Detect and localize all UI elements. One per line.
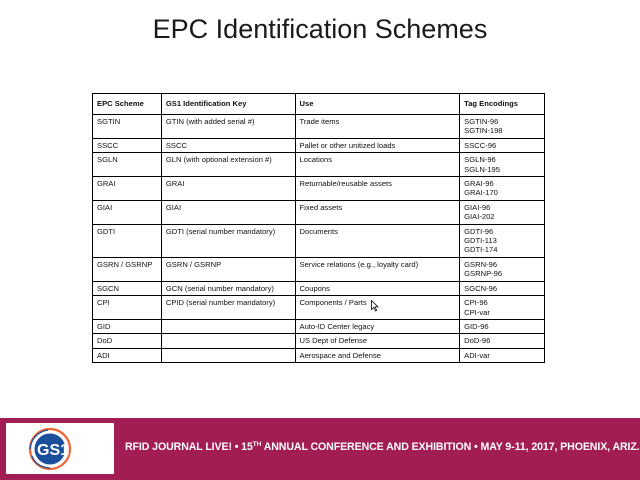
tag-encoding: GIAI-96: [464, 202, 491, 212]
cell-tag-encodings: [460, 296, 545, 320]
table-row: [93, 319, 545, 333]
table-row: [93, 224, 545, 257]
tag-encoding: GDTI-113: [464, 236, 497, 246]
cell-use: Aerospace and Defense: [295, 348, 460, 362]
cell-tag-encodings: [460, 153, 545, 177]
cell-epc-scheme: GDTI: [93, 224, 162, 257]
tag-encoding: GSRNP-96: [464, 269, 503, 279]
cell-use: Documents: [295, 224, 460, 257]
cell-epc-scheme: GRAI: [93, 177, 162, 201]
tag-encoding: SGTIN-96: [464, 117, 499, 126]
cell-epc-scheme: CPI: [93, 296, 162, 320]
event-text-sup: TH: [252, 441, 262, 448]
header-use: Use: [295, 94, 460, 115]
tag-encoding: GIAI-202: [464, 212, 495, 222]
cell-epc-scheme: GSRN / GSRNP: [93, 257, 162, 281]
cell-tag-encodings: [460, 348, 545, 362]
cell-use: Fixed assets: [295, 200, 460, 224]
epc-schemes-table: [92, 93, 545, 363]
tag-encoding: SGLN-195: [464, 164, 501, 174]
table-row: [93, 296, 545, 320]
table-row: [93, 153, 545, 177]
table-row: [93, 334, 545, 348]
tag-encoding: GRAI-170: [464, 188, 498, 198]
table-row: [93, 138, 545, 152]
header-epc-scheme: EPC Scheme: [93, 94, 162, 115]
cell-use: Locations: [295, 153, 460, 177]
cell-use: Service relations (e.g., loyalty card): [295, 257, 460, 281]
cell-gs1-key: CPID (serial number mandatory): [161, 296, 295, 320]
epc-schemes-table-container: [92, 93, 545, 363]
cell-epc-scheme: GIAI: [93, 200, 162, 224]
event-banner-text: [125, 441, 640, 453]
cell-tag-encodings: [460, 115, 545, 139]
table-row: [93, 115, 545, 139]
tag-encoding: ADI-var: [464, 350, 490, 360]
tag-encoding: SGTIN-198: [464, 126, 503, 136]
cell-epc-scheme: GID: [93, 319, 162, 333]
tag-encoding: GRAI-96: [464, 179, 494, 189]
cell-tag-encodings: [460, 334, 545, 348]
cell-gs1-key: SSCC: [161, 138, 295, 152]
table-row: [93, 348, 545, 362]
cell-tag-encodings: [460, 200, 545, 224]
cell-use: Coupons: [295, 281, 460, 295]
cell-epc-scheme: SGTIN: [93, 115, 162, 139]
header-tag-encodings: Tag Encodings: [460, 94, 545, 115]
cell-use: US Dept of Defense: [295, 334, 460, 348]
tag-encoding: CPI-96: [464, 298, 488, 308]
tag-encoding: GDTI-174: [464, 245, 498, 255]
cell-tag-encodings: [460, 224, 545, 257]
cell-epc-scheme: SGLN: [93, 153, 162, 177]
cell-epc-scheme: SGCN: [93, 281, 162, 295]
cell-gs1-key: GIAI: [161, 200, 295, 224]
cell-tag-encodings: [460, 281, 545, 295]
table-body: [93, 115, 545, 363]
tag-encoding: SGLN-96: [464, 155, 496, 165]
table-row: [93, 257, 545, 281]
cell-tag-encodings: [460, 319, 545, 333]
slide-title: EPC Identification Schemes: [152, 14, 488, 44]
cell-gs1-key: GCN (serial number mandatory): [161, 281, 295, 295]
tag-encoding: DoD-96: [464, 336, 491, 346]
gs1-logo-text: GS1: [37, 442, 70, 459]
cell-epc-scheme: SSCC: [93, 138, 162, 152]
cell-use: Trade items: [295, 115, 460, 139]
tag-encoding: SGCN-96: [464, 283, 498, 293]
tag-encoding: GID-96: [464, 321, 489, 331]
mouse-pointer-icon: [371, 300, 379, 312]
tag-encoding: CPI-var: [464, 307, 490, 317]
event-text-pre: RFID JOURNAL LIVE! • 15: [125, 441, 253, 453]
cell-gs1-key: GTIN (with added serial #): [161, 115, 295, 139]
table-row: [93, 281, 545, 295]
tag-encoding: GSRN-96: [464, 259, 498, 269]
cell-use: Components / Parts: [295, 296, 460, 320]
cell-gs1-key: GSRN / GSRNP: [161, 257, 295, 281]
cell-epc-scheme: ADI: [93, 348, 162, 362]
cell-use: Pallet or other unitized loads: [295, 138, 460, 152]
cell-use: Auto-ID Center legacy: [295, 319, 460, 333]
table-row: [93, 200, 545, 224]
cell-tag-encodings: [460, 257, 545, 281]
cell-use: Returnable/reusable assets: [295, 177, 460, 201]
cell-gs1-key: [161, 319, 295, 333]
cell-epc-scheme: DoD: [93, 334, 162, 348]
tag-encoding: GDTI-96: [464, 226, 494, 236]
cell-gs1-key: GDTI (serial number mandatory): [161, 224, 295, 257]
gs1-logo: [6, 423, 114, 474]
table-header-row: [93, 94, 545, 115]
cell-gs1-key: [161, 334, 295, 348]
header-gs1-key: GS1 Identification Key: [161, 94, 295, 115]
table-row: [93, 177, 545, 201]
cell-gs1-key: GLN (with optional extension #): [161, 153, 295, 177]
cell-gs1-key: GRAI: [161, 177, 295, 201]
cell-tag-encodings: [460, 177, 545, 201]
event-text-post: ANNUAL CONFERENCE AND EXHIBITION • MAY 9-11, 2017, PHOENIX, ARIZ.: [261, 441, 640, 453]
tag-encoding: SSCC-96: [464, 140, 497, 150]
gs1-logo-icon: [6, 423, 114, 474]
cell-tag-encodings: [460, 138, 545, 152]
cell-gs1-key: [161, 348, 295, 362]
